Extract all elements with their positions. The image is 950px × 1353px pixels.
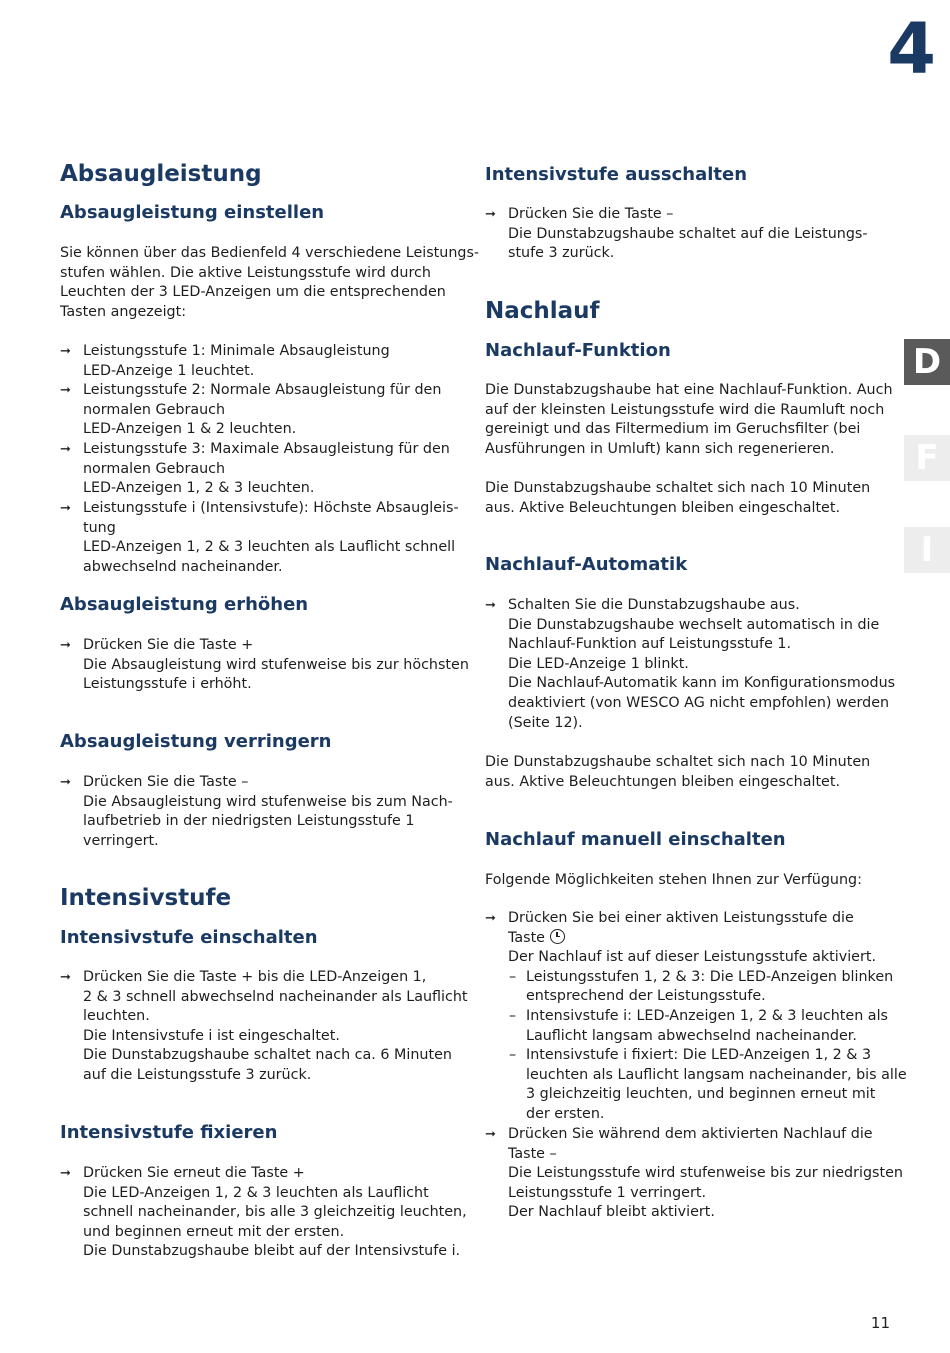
- arrow-icon: ➞: [60, 775, 71, 790]
- text-line: Drücken Sie erneut die Taste +: [83, 1165, 305, 1181]
- list-item-intensiv-fix: [60, 1164, 470, 1262]
- text-line: abwechselnd nacheinander.: [83, 558, 283, 575]
- arrow-icon: ➞: [485, 207, 496, 222]
- text-line: 2 & 3 schnell abwechselnd nacheinander als Lauflicht: [83, 988, 468, 1005]
- language-tab-d[interactable]: D: [904, 339, 950, 385]
- text-line: Schalten Sie die Dunstabzugshaube aus.: [508, 597, 800, 613]
- text-line: Drücken Sie die Taste + bis die LED-Anzeigen 1,: [83, 969, 427, 985]
- text-line: Die Dunstabzugshaube schaltet sich nach 10 Minuten: [485, 754, 871, 770]
- text-line: verringert.: [83, 832, 159, 849]
- list-item-nachlauf-automatik: [485, 596, 897, 733]
- text-line: Der Nachlauf bleibt aktiviert.: [508, 1204, 715, 1221]
- intro-paragraph: [60, 244, 480, 322]
- list-item-erhoehen: [60, 636, 470, 695]
- arrow-icon: ➞: [485, 1127, 496, 1142]
- text-line: Drücken Sie die Taste +: [83, 637, 254, 653]
- arrow-icon: ➞: [60, 442, 71, 457]
- sub-list-item: [509, 1007, 897, 1046]
- language-tab-i[interactable]: I: [904, 527, 950, 573]
- text-line: Die Dunstabzugshaube bleibt auf der Intensivstufe i.: [83, 1243, 461, 1260]
- text-line: laufbetrieb in der niedrigsten Leistungsstufe 1: [83, 813, 415, 830]
- text-line: LED-Anzeigen 1, 2 & 3 leuchten.: [83, 480, 315, 497]
- text-line: stufen wählen. Die aktive Leistungsstufe wird durch: [60, 264, 431, 281]
- text-line: normalen Gebrauch: [83, 401, 226, 418]
- list-item-nachlauf-manuell-2: [485, 1125, 903, 1223]
- sub-list: [508, 968, 907, 1125]
- heading-intensivstufe-einschalten: Intensivstufe einschalten: [60, 927, 318, 948]
- arrow-icon: ➞: [60, 970, 71, 985]
- text-line: Die Dunstabzugshaube schaltet sich nach 10 Minuten: [485, 480, 871, 496]
- dash-bullet: –: [509, 968, 517, 985]
- text-line: Drücken Sie die Taste –: [83, 774, 249, 790]
- heading-absaugleistung: Absaugleistung: [60, 161, 262, 187]
- clock-icon: [550, 929, 565, 944]
- text-line: Leistungsstufen 1, 2 & 3: Die LED-Anzeigen blinken: [526, 968, 894, 985]
- heading-absaugleistung-einstellen: Absaugleistung einstellen: [60, 202, 325, 223]
- text-line: auf die Leistungsstufe 3 zurück.: [83, 1066, 312, 1083]
- text-line: (Seite 12).: [508, 714, 583, 731]
- text-line: Sie können über das Bedienfeld 4 verschiedene Leistungs-: [60, 245, 480, 261]
- text-line: schnell nacheinander, bis alle 3 gleichzeitig leuchten,: [83, 1204, 467, 1221]
- page-number: 11: [870, 1314, 890, 1332]
- text-line: Die Nachlauf-Automatik kann im Konfigurationsmodus: [508, 675, 896, 692]
- list-item-stufe-2: [60, 381, 470, 440]
- text-line: gereinigt und das Filtermedium im Geruchsfilter (bei: [485, 421, 861, 438]
- text-line: Leistungsstufe 2: Normale Absaugleistung für den: [83, 382, 442, 398]
- text-line: auf der kleinsten Leistungsstufe wird die Raumluft noch: [485, 401, 885, 418]
- text-line: Intensivstufe i fixiert: Die LED-Anzeigen 1, 2 & 3: [526, 1047, 872, 1064]
- heading-nachlauf-manuell: Nachlauf manuell einschalten: [485, 829, 786, 850]
- text-line: Leistungsstufe i (Intensivstufe): Höchste Absaugleis-: [83, 500, 459, 516]
- list-item-verringern: [60, 773, 470, 851]
- text-line: aus. Aktive Beleuchtungen bleiben eingeschaltet.: [485, 773, 841, 790]
- dash-bullet: –: [509, 1007, 517, 1024]
- text-line: Die Dunstabzugshaube schaltet auf die Leistungs-: [508, 225, 868, 242]
- sub-list-item: [509, 1046, 907, 1124]
- text-line: Intensivstufe i: LED-Anzeigen 1, 2 & 3 leuchten als: [526, 1007, 888, 1024]
- text-line: Leistungsstufe 3: Maximale Absaugleistung für den: [83, 441, 450, 457]
- list-item-stufe-3: [60, 440, 470, 499]
- text-line: normalen Gebrauch: [83, 460, 226, 477]
- arrow-icon: ➞: [485, 911, 496, 926]
- heading-absaugleistung-erhoehen: Absaugleistung erhöhen: [60, 594, 309, 615]
- heading-nachlauf: Nachlauf: [485, 298, 600, 324]
- text-line: Die Dunstabzugshaube hat eine Nachlauf-Funktion. Auch: [485, 382, 893, 398]
- heading-absaugleistung-verringern: Absaugleistung verringern: [60, 731, 332, 752]
- text-line: Drücken Sie bei einer aktiven Leistungsstufe die: [508, 910, 854, 926]
- dash-bullet: –: [509, 1047, 517, 1064]
- text-line: Ausführungen in Umluft) kann sich regenerieren.: [485, 440, 835, 457]
- paragraph-nachlauf-manuell-intro: Folgende Möglichkeiten stehen Ihnen zur Verfügung:: [485, 872, 862, 888]
- list-item-stufe-i: [60, 499, 470, 577]
- text-line: Drücken Sie während dem aktivierten Nachlauf die: [508, 1126, 873, 1142]
- text-fragment: Taste: [508, 929, 545, 946]
- text-line: Tasten angezeigt:: [60, 303, 187, 320]
- text-line: Die LED-Anzeigen 1, 2 & 3 leuchten als Lauflicht: [83, 1184, 429, 1201]
- paragraph-nachlauf-funktion: [485, 381, 897, 459]
- text-line: tung: [83, 519, 116, 536]
- text-line: Leistungsstufe 1: Minimale Absaugleistung: [83, 343, 390, 359]
- arrow-icon: ➞: [485, 598, 496, 613]
- text-line: deaktiviert (von WESCO AG nicht empfohlen) werden: [508, 694, 890, 711]
- text-line: Die Absaugleistung wird stufenweise bis zur höchsten: [83, 656, 469, 673]
- sub-list-item: [509, 968, 897, 1007]
- text-line: Nachlauf-Funktion auf Leistungsstufe 1.: [508, 636, 792, 653]
- text-line: der ersten.: [526, 1105, 605, 1122]
- chapter-number: 4: [887, 8, 936, 90]
- text-line: LED-Anzeige 1 leuchtet.: [83, 362, 255, 379]
- text-line: und beginnen erneut mit der ersten.: [83, 1223, 345, 1240]
- text-line: Der Nachlauf ist auf dieser Leistungsstufe aktiviert.: [508, 949, 877, 966]
- text-line: Taste –: [508, 1145, 557, 1162]
- language-tab-f[interactable]: F: [904, 435, 950, 481]
- text-line: Leistungsstufe 1 verringert.: [508, 1184, 707, 1201]
- text-line: Die Dunstabzugshaube wechselt automatisch in die: [508, 616, 880, 633]
- text-line: [508, 929, 897, 949]
- text-line: 3 gleichzeitig leuchten, und beginnen erneut mit: [526, 1086, 876, 1103]
- heading-intensivstufe: Intensivstufe: [60, 885, 232, 911]
- list-item-intensiv-aus: [485, 205, 897, 264]
- text-line: leuchten.: [83, 1008, 150, 1025]
- text-line: Die Leistungsstufe wird stufenweise bis zur niedrigsten: [508, 1165, 903, 1182]
- text-line: aus. Aktive Beleuchtungen bleiben eingeschaltet.: [485, 499, 841, 516]
- text-line: LED-Anzeigen 1, 2 & 3 leuchten als Lauflicht schnell: [83, 539, 456, 556]
- text-line: Leuchten der 3 LED-Anzeigen um die entsprechenden: [60, 284, 446, 301]
- text-line: Lauflicht langsam abwechselnd nacheinander.: [526, 1027, 857, 1044]
- text-line: Leistungsstufe i erhöht.: [83, 676, 252, 693]
- arrow-icon: ➞: [60, 638, 71, 653]
- list-item-intensiv-ein: [60, 968, 470, 1086]
- text-line: Die LED-Anzeige 1 blinkt.: [508, 655, 689, 672]
- list-item-nachlauf-manuell-1: [485, 909, 907, 1125]
- text-line: Die Dunstabzugshaube schaltet nach ca. 6 Minuten: [83, 1047, 452, 1064]
- heading-nachlauf-funktion: Nachlauf-Funktion: [485, 340, 671, 361]
- heading-intensivstufe-ausschalten: Intensivstufe ausschalten: [485, 164, 748, 185]
- paragraph-nachlauf-dauer: [485, 479, 897, 518]
- arrow-icon: ➞: [60, 1166, 71, 1181]
- text-line: LED-Anzeigen 1 & 2 leuchten.: [83, 421, 297, 438]
- heading-nachlauf-automatik: Nachlauf-Automatik: [485, 554, 688, 575]
- text-line: Die Intensivstufe i ist eingeschaltet.: [83, 1027, 340, 1044]
- arrow-icon: ➞: [60, 501, 71, 516]
- arrow-icon: ➞: [60, 344, 71, 359]
- text-line: leuchten als Lauflicht langsam nacheinander, bis alle: [526, 1066, 907, 1083]
- paragraph-nachlauf-automatik-dauer: [485, 753, 897, 792]
- text-line: stufe 3 zurück.: [508, 245, 615, 262]
- text-line: entsprechend der Leistungsstufe.: [526, 988, 766, 1005]
- list-item-stufe-1: [60, 342, 470, 381]
- heading-intensivstufe-fixieren: Intensivstufe fixieren: [60, 1122, 278, 1143]
- arrow-icon: ➞: [60, 383, 71, 398]
- text-line: Die Absaugleistung wird stufenweise bis zum Nach-: [83, 793, 453, 810]
- text-line: Drücken Sie die Taste –: [508, 206, 674, 222]
